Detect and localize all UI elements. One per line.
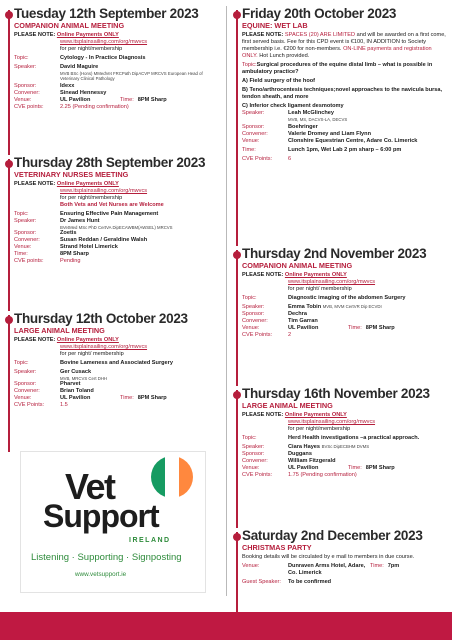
event-type: COMPANION ANIMAL MEETING [242, 261, 353, 270]
event-date: Thursday 28th September 2023 [14, 155, 206, 170]
logo-ireland-text: IRELAND [129, 537, 171, 544]
speaker-row: Speaker: Ger Cusack MVB, MRCVS Cert DHH [14, 369, 108, 381]
timeline-dot [233, 391, 241, 399]
topic-row: Topic: Cytology - In Practice Diagnosis [14, 55, 146, 61]
timeline-rail [236, 390, 238, 528]
footer-bar [0, 612, 452, 640]
fee-note: for per night/ membership [60, 351, 124, 357]
speaker-row: Speaker: Emma Tobin MVB, MVM CertVR Dip ECVDI [242, 304, 382, 310]
event-sep-28 [6, 155, 220, 305]
fee-note: for per night/ membership [288, 286, 352, 292]
timeline-rail [236, 250, 238, 386]
topic-row: Topic: Diagnostic imaging of the abdomen Surgery [242, 295, 406, 301]
sponsor-row: Sponsor: Dechra [242, 311, 307, 317]
registration-link[interactable]: www.itsplainsailing.com/org/mwvcs [288, 419, 376, 425]
right-column [226, 0, 452, 600]
speaker-row: Speaker: Leah McGlinchey MVB, MS, DACVS-LA, DECVS [242, 110, 348, 122]
sponsor-row: Sponsor: Boehringer [242, 124, 318, 130]
payment-note: PLEASE NOTE: Online Payments ONLY [14, 32, 119, 38]
irish-flag-icon [151, 456, 193, 498]
timeline-rail [8, 10, 10, 155]
event-type: COMPANION ANIMAL MEETING [14, 21, 125, 30]
topic-item-a: A) Field surgery of the hoof [242, 78, 316, 84]
vet-support-ireland-logo [20, 451, 206, 593]
logo-support-text: Support [43, 498, 159, 534]
topic-row: Topic: Ensuring Effective Pain Management [14, 211, 159, 217]
speaker-row: Speaker: Dr James Hunt BVetMed MSc PhD CertVA DipECAWBM(AWSEL) MRCVS [14, 218, 173, 230]
convener-row: Convener: William Fitzgerald [242, 458, 336, 464]
event-oct-20 [234, 6, 446, 240]
timeline-dot [233, 251, 241, 259]
sponsor-row: Sponsor: Zoetis [14, 230, 77, 236]
event-date: Saturday 2nd December 2023 [242, 528, 423, 543]
timeline-rail [236, 10, 238, 246]
event-oct-12 [6, 311, 220, 446]
cve-row: CVE points: Pending [14, 258, 81, 264]
event-type: CHRISTMAS PARTY [242, 543, 312, 552]
sponsor-row: Sponsor: Pharvet [14, 381, 81, 387]
registration-link[interactable]: www.itsplainsailing.com/org/mwvcs [60, 39, 148, 45]
fee-note: for per night/membership [60, 46, 123, 52]
cve-row: CVE Points: 1.5 [14, 402, 68, 408]
timeline-rail [236, 532, 238, 614]
registration-link[interactable]: www.itsplainsailing.com/org/mwvcs [288, 279, 376, 285]
event-date: Thursday 12th October 2023 [14, 311, 188, 326]
event-sep-12 [6, 6, 220, 149]
timeline-dot [5, 160, 13, 168]
venue-row: Venue: UL Pavilion Time: 8PM Sharp [14, 395, 167, 401]
welcome-note: Both Vets and Vet Nurses are Welcome [60, 202, 164, 208]
event-dec-2 [234, 528, 446, 608]
payment-note: PLEASE NOTE: Online Payments ONLY [14, 181, 119, 187]
topic-item-b: B) Teno/arthrocentesis techniques;novel approaches to the navicula bursa, tendon sheath, and more [242, 87, 443, 100]
speaker-row: Speaker: David Maguire MVB BSc (Hons) MMedVet FRCPath DipACVP MRCVS European Head of Veterinary Clinical Pathology [14, 64, 203, 81]
payment-note: PLEASE NOTE: Online Payments ONLY [242, 412, 347, 418]
logo-website-link[interactable]: www.vetsupport.ie [75, 571, 127, 578]
venue-row: Venue: UL Pavilion Time: 8PM Sharp [242, 465, 395, 471]
cve-row: CVE Points: 1.75 (Pending confirmation) [242, 472, 357, 478]
convener-row: Convener: Sinead Hennessy [14, 90, 107, 96]
payment-note: PLEASE NOTE: Online Payments ONLY [242, 272, 347, 278]
cve-row: CVE points: 2.25 (Pending confirmation) [14, 104, 129, 110]
guest-speaker-row: Guest Speaker: To be confirmed [242, 579, 332, 585]
fee-note: for per night/membership [60, 195, 123, 201]
event-date: Friday 20th October 2023 [242, 6, 397, 21]
venue-row: Venue: Clonshire Equestrian Centre, Adare Co. Limerick [242, 138, 418, 144]
convener-row: Convener: Valerie Dromey and Liam Flynn [242, 131, 372, 137]
event-type: EQUINE: WET LAB [242, 21, 308, 30]
timeline-rail [8, 159, 10, 311]
venue-row: Venue: Dunraven Arms Hotel, Adare, Co. Limerick Time: 7pm [242, 563, 400, 576]
timeline-dot [233, 11, 241, 19]
logo-tagline: Listening · Supporting · Signposting [31, 552, 182, 563]
convener-row: Convener: Susan Reddan / Geraldine Walsh [14, 237, 148, 243]
event-nov-2 [234, 246, 446, 380]
event-date: Thursday 16th November 2023 [242, 386, 430, 401]
topic-row: Topic: Bovine Lameness and Associated Surgery [14, 360, 173, 366]
convener-row: Convener: Tim Garran [242, 318, 318, 324]
topic-row: Topic: Herd Health investigations –a practical approach. [242, 435, 420, 441]
registration-link[interactable]: www.itsplainsailing.com/org/mwvcs [60, 344, 148, 350]
timeline-dot [233, 533, 241, 541]
logo-vet-text: Vet [65, 466, 115, 507]
topic-block: Topic:Surgical procedures of the equine distal limb – what is possible in ambulatory practice? [242, 62, 433, 75]
topic-item-c: C) Inferior check ligament desmotomy [242, 103, 344, 109]
time-row: Time: Lunch 1pm, Wet Lab 2 pm sharp – 6:00 pm [242, 147, 402, 153]
time-row: Time: 8PM Sharp [14, 251, 89, 257]
payment-note: PLEASE NOTE: Online Payments ONLY [14, 337, 119, 343]
cve-row: CVE Points: 6 [242, 156, 292, 162]
event-type: LARGE ANIMAL MEETING [242, 401, 333, 410]
spaces-note: PLEASE NOTE: SPACES (20) ARE LIMITED and will be awarded on a first come, first served basis. Fee for this CPD event is €100, IN ADDITION to Society membership i.e. €200 for non-members. ON-LINE payments and registration ONLY. Hot Lunch provided. [242, 32, 446, 59]
fee-note: for per night/membership [288, 426, 351, 432]
venue-row: Venue: UL Pavilion Time: 8PM Sharp [14, 97, 167, 103]
sponsor-row: Sponsor: Idexx [14, 83, 75, 89]
cve-row: CVE Points: 2 [242, 332, 292, 338]
event-type: LARGE ANIMAL MEETING [14, 326, 105, 335]
timeline-dot [5, 316, 13, 324]
speaker-row: Speaker: Ciara Hayes BVSc DipECBHM DVMS [242, 444, 370, 450]
venue-row: Venue: UL Pavilion Time: 8PM Sharp [242, 325, 395, 331]
event-type: VETERINARY NURSES MEETING [14, 170, 129, 179]
timeline-dot [5, 11, 13, 19]
booking-note: Booking details will be circulated by e mail to members in due course. [242, 554, 415, 560]
event-date: Tuesday 12th September 2023 [14, 6, 199, 21]
registration-link[interactable]: www.itsplainsailing.com/org/mwvcs [60, 188, 148, 194]
venue-row: Venue: Strand Hotel Limerick [14, 244, 118, 250]
convener-row: Convener: Brian Toland [14, 388, 94, 394]
sponsor-row: Sponsor: Duggans [242, 451, 312, 457]
event-date: Thursday 2nd November 2023 [242, 246, 427, 261]
timeline-rail [8, 315, 10, 452]
event-nov-16 [234, 386, 446, 522]
